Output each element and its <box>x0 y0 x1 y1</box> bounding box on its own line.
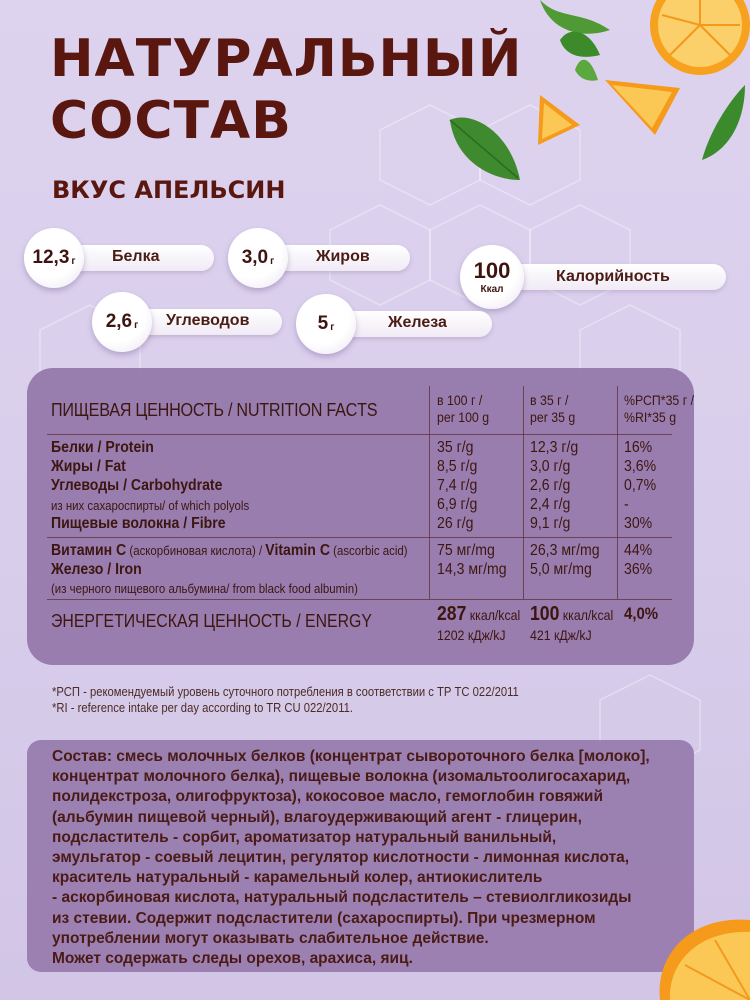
iron-source-note: (из черного пищевого альбумина/ from black food albumin) <box>51 581 358 596</box>
table-row-vitamin-c: Витамин С (аскорбиновая кислота) / Vitamin C (ascorbic acid) <box>51 542 408 559</box>
stat-carbs: Углеводов 2,6 г <box>92 292 282 352</box>
orange-slice-icon <box>538 95 580 145</box>
title-line-1: НАТУРАЛЬНЫЙ <box>50 29 523 89</box>
title-line-2: СОСТАВ <box>50 91 292 151</box>
stat-iron-value: 5 <box>317 313 329 334</box>
nutrition-header: ПИЩЕВАЯ ЦЕННОСТЬ / NUTRITION FACTS <box>51 400 378 420</box>
table-row: Углеводы / Carbohydrate <box>51 477 223 494</box>
leaf-icon <box>540 0 610 81</box>
stat-iron: Железа 5 г <box>296 294 492 354</box>
stat-carbs-value: 2,6 <box>105 311 133 332</box>
stat-protein: Белка 12,3 г <box>24 228 214 288</box>
leaf-icon <box>450 118 520 181</box>
col-header-ri: %РСП*35 г / %RI*35 g <box>624 392 695 425</box>
leaf-icon <box>702 85 745 160</box>
stat-protein-label: Белка <box>112 248 160 265</box>
stat-carbs-label: Углеводов <box>166 312 250 329</box>
composition-text: Состав: смесь молочных белков (концентрат сывороточного белка [молоко], концентрат молочного белка), пищевые волокна (изомальтоолигосахарид, полидекстроза, олигофруктоза), кокосовое масло, гемоглобин говяжий (альбумин пищевой черный), влагоудерживающий агент - глицерин, подсластитель - сорбит, ароматизатор натуральный ванильный, эмульгатор - соевый лецитин, регулятор кислотности - лимонная кислота, краситель натуральный - карамельный колер, антиокислитель - аскорбиновая кислота, натуральный подсластитель – стевиолгликозиды из стевии. Содержит подсластители (сахароспирты). При чрезмерном употреблении могут оказывать слабительное действие. Может содержать следы орехов, арахиса, яиц. <box>52 748 650 968</box>
stat-iron-label: Железа <box>388 314 447 331</box>
orange-slice-icon <box>650 905 750 1000</box>
flavor-subtitle: ВКУС АПЕЛЬСИН <box>52 176 286 204</box>
table-row: Жиры / Fat <box>51 458 126 475</box>
table-row: из них сахароспирты/ of which polyols <box>51 498 250 513</box>
stat-fat: Жиров 3,0 г <box>228 228 410 288</box>
orange-leaves-decoration <box>440 0 750 210</box>
nutrition-facts-table: ПИЩЕВАЯ ЦЕННОСТЬ / NUTRITION FACTS в 100 г / per 100 g в 35 г / per 35 g %РСП*35 г / %RI*35 g Белки / Protein 35 г/g 12,3 г/g 16% Жиры / Fat 8,5 г/g 3,0 г/g 3,6% Углеводы / Carbohydrate 7,4 г/g 2,6 г/g 0,7% из них сахароспирты/ of which polyols 6,9 г/g 2,4 г/g - Пищевые волокна / Fibre 26 г/g 9,1 г/g 30% Витамин С (аскорбиновая кислота) / Vitamin C (ascorbic acid) 75 мг/mg 26,3 мг/mg 44% Железо / Iron (из черного пищевого альбумина/ from black food albumin) 14,3 мг/mg 5,0 мг/mg 36% ЭНЕРГЕТИЧЕСКАЯ ЦЕННОСТЬ / ENERGY 287 ккал/kcal 1202 кДж/kJ 100 ккал/kcal 421 кДж/kJ 4,0% <box>27 368 694 665</box>
stat-calories-value: 100 <box>473 257 511 283</box>
table-row-iron: Железо / Iron <box>51 561 142 578</box>
stat-fat-value: 3,0 <box>241 247 269 268</box>
col-header-100g: в 100 г / per 100 g <box>437 392 490 425</box>
stat-fat-label: Жиров <box>316 248 370 265</box>
composition-box <box>27 740 694 972</box>
table-row: Белки / Protein <box>51 439 154 456</box>
stat-calories-label: Калорийность <box>556 268 670 285</box>
footnote: *РСП - рекомендуемый уровень суточного потребления в соответствии с ТР ТС 022/2011 *RI - reference intake per day according to TR CU 022/2011. <box>52 685 519 715</box>
energy-per-100g: 287 ккал/kcal 1202 кДж/kJ <box>437 603 521 643</box>
orange-slice-icon <box>605 80 680 135</box>
energy-label: ЭНЕРГЕТИЧЕСКАЯ ЦЕННОСТЬ / ENERGY <box>51 611 372 631</box>
orange-slice-icon <box>650 0 750 75</box>
energy-ri: 4,0% <box>624 604 659 623</box>
energy-per-35g: 100 ккал/kcal 421 кДж/kJ <box>530 603 614 643</box>
stat-calories: Калорийность 100 Ккал <box>460 245 726 305</box>
table-row: Пищевые волокна / Fibre <box>51 515 226 532</box>
stat-protein-value: 12,3 <box>32 247 70 268</box>
col-header-35g: в 35 г / per 35 g <box>530 392 576 425</box>
